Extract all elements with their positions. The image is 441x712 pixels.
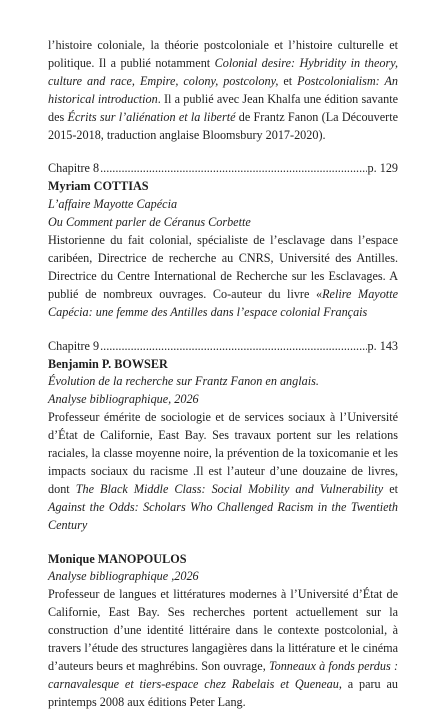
dot-leader bbox=[100, 338, 366, 356]
intro-book-title: Colonial desire: Hybridity in theory, culture and race, Empire, colony, postcolony, bbox=[48, 55, 398, 88]
chapter-label: Chapitre 9 bbox=[48, 338, 100, 353]
chapter-subtitle: Analyse bibliographique ,2026 bbox=[48, 569, 199, 584]
dot-leader bbox=[100, 160, 366, 178]
author-bio bbox=[48, 586, 398, 711]
intro-paragraph bbox=[48, 37, 398, 144]
author-name: Benjamin P. BOWSER bbox=[48, 356, 168, 371]
intro-text: l’histoire coloniale, la théorie postcoloniale et l’histoire culturelle et politique. Il a publié notamment bbox=[48, 38, 398, 70]
bio-text: et bbox=[383, 481, 398, 496]
intro-book-title: Postcolonialism: An historical introduction bbox=[48, 73, 399, 106]
bio-book-title: Tonneaux à fonds perdus : carnavalesque et tiers-espace chez Rabelais et Queneau bbox=[48, 659, 399, 691]
bio-text: Professeur de langues et littératures modernes à l’Université d’État de Californie, East Bay. Ses recherches portent actuellement sur la construction d’une identité littéraire dans le contexte postcolonial, à travers l’étude des structures langagières dans la littérature et le cinéma d’auteurs beurs et maghrébins. Son ouvrage, bbox=[48, 587, 398, 673]
chapter-subtitle: Analyse bibliographique, 2026 bbox=[48, 392, 199, 407]
bio-text: Professeur émérite de sociologie et de services sociaux à l’Université d’État de Californie, East Bay. Ses travaux portent sur les relations raciales, la classe moyenne noire, la prévention de la toxicomanie et les impacts sociaux du racisme .Il est l’auteur d’une douzaine de livres, dont bbox=[48, 410, 398, 496]
chapter-9-entry bbox=[48, 338, 398, 535]
intro-book-title: Écrits sur l’aliénation et la liberté bbox=[67, 109, 236, 124]
intro-text: et bbox=[278, 73, 298, 88]
bio-book-title: Relire Mayotte Capécia: une femme des Antilles dans l’espace colonial Français bbox=[48, 286, 398, 319]
bio-book-title: The Black Middle Class: Social Mobility and Vulnerability bbox=[75, 481, 384, 496]
bio-book-title: Against the Odds: Scholars Who Challenged Racism in the Twentieth Century bbox=[48, 499, 398, 532]
chapter-subtitle: Ou Comment parler de Céranus Corbette bbox=[48, 215, 251, 230]
toc-line bbox=[48, 160, 398, 178]
toc-line bbox=[48, 338, 398, 356]
author-name: Myriam COTTIAS bbox=[48, 179, 149, 194]
bio-text: , a paru au printemps 2008 aux éditions Peter Lang. bbox=[48, 676, 398, 709]
chapter-label: Chapitre 8 bbox=[48, 161, 100, 176]
manopoulos-entry bbox=[48, 551, 398, 712]
chapter-title: Évolution de la recherche sur Frantz Fanon en anglais. bbox=[48, 374, 319, 389]
intro-text: de Frantz Fanon (La Découverte 2015-2018, traduction anglaise Bloomsbury 2017-2020). bbox=[48, 109, 398, 142]
bio-text: Historienne du fait colonial, spécialiste de l’esclavage dans l’espace caribéen, Directrice de recherche au CNRS, Université des Antilles. Directrice du Centre International de Recherche sur les Esclavages. A publié de nombreux ouvrages. Co-auteur du livre « bbox=[48, 233, 398, 301]
author-bio bbox=[48, 409, 398, 534]
author-name: Monique MANOPOULOS bbox=[48, 551, 187, 566]
page-number: p. 143 bbox=[367, 338, 398, 353]
author-bio bbox=[48, 232, 398, 322]
page-number: p. 129 bbox=[367, 161, 398, 176]
intro-text: . Il a publié avec Jean Khalfa une édition savante des bbox=[48, 91, 398, 124]
chapter-8-entry bbox=[48, 160, 398, 321]
chapter-title: L’affaire Mayotte Capécia bbox=[48, 197, 178, 212]
